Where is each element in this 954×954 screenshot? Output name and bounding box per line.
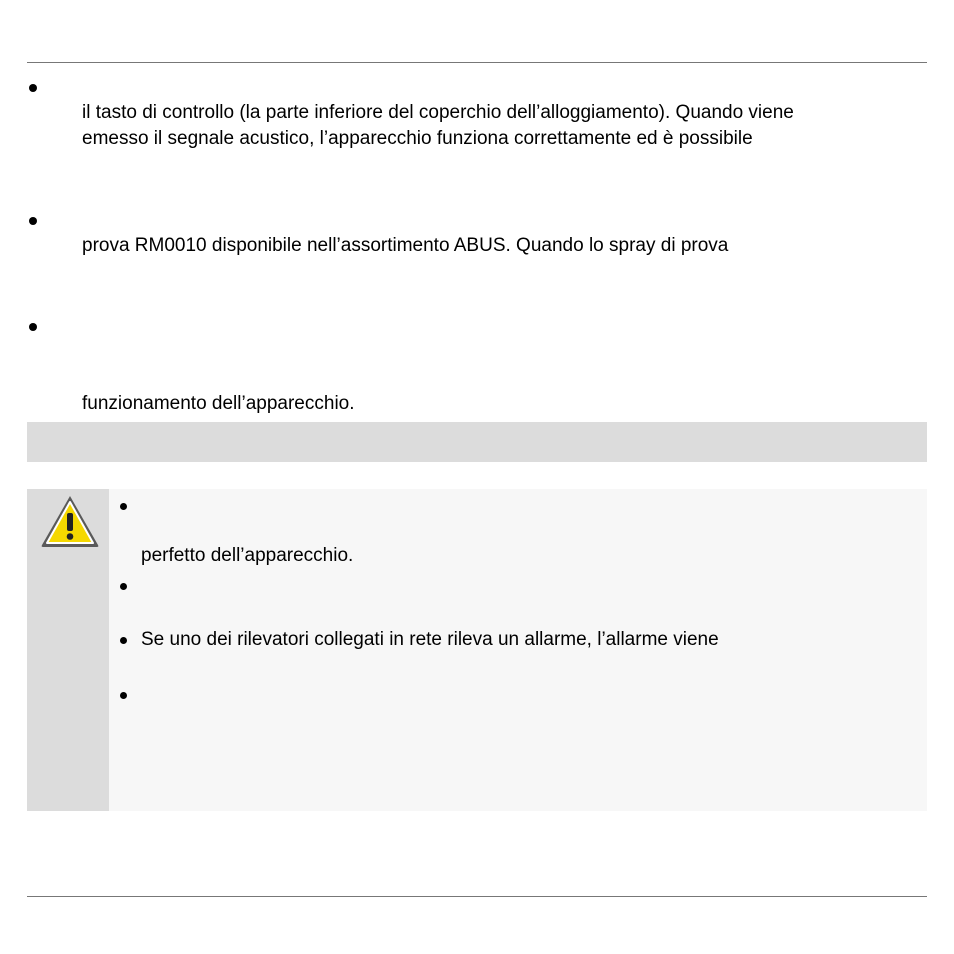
bullet-2-marker [29,217,37,225]
section-heading-bar [27,422,927,462]
note-item-1-text: perfetto dell’apparecchio. [141,545,354,566]
bullet-3-line-1: funzionamento dell’apparecchio. [82,393,355,414]
note-icon-column [27,489,109,811]
note-item-4-marker [120,692,127,699]
warning-note-box [27,489,927,811]
note-item-1-marker [120,503,127,510]
bullet-1-line-2: emesso il segnale acustico, l’apparecchio funziona correttamente ed è possibile [82,128,753,149]
bullet-2-line-1: prova RM0010 disponibile nell’assortimento ABUS. Quando lo spray di prova [82,235,729,256]
note-item-3-marker [120,637,127,644]
top-divider [27,62,927,63]
bullet-1-line-1: il tasto di controllo (la parte inferiore del coperchio dell’alloggiamento). Quando viene [82,102,794,123]
bottom-divider [27,896,927,897]
bullet-3-marker [29,323,37,331]
note-item-3-text: Se uno dei rilevatori collegati in rete rileva un allarme, l’allarme viene [141,629,719,650]
warning-triangle-icon [39,493,101,549]
note-item-2-marker [120,583,127,590]
bullet-1-marker [29,84,37,92]
